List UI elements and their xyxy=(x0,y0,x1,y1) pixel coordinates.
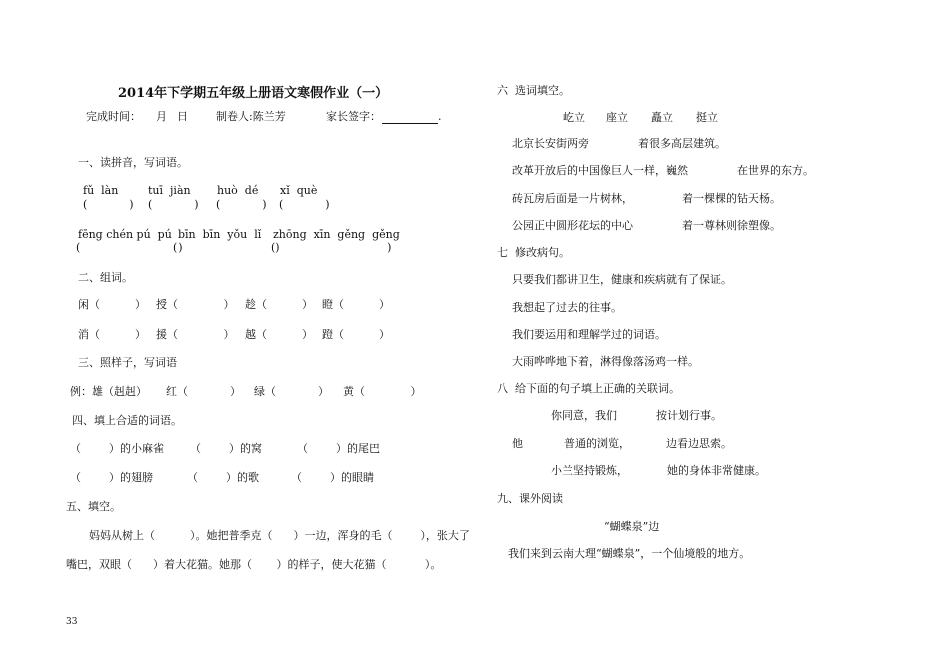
choice-word: 屹立 xyxy=(563,111,585,124)
pinyin-item: fēng chén pú pú xyxy=(78,228,172,241)
meta-dot: . xyxy=(438,110,442,123)
section4-heading: 四、填上合适的词语。 xyxy=(72,414,182,427)
passage-title: “蝴蝶泉”边 xyxy=(604,520,660,533)
answer-blank[interactable]: ( ) xyxy=(271,241,392,254)
pinyin-item: huò dé xyxy=(217,184,259,197)
section6-heading: 六 选词填空。 xyxy=(497,84,570,97)
fill-line[interactable]: 嘴巴，双眼（ ）着大花猫。她那（ ）的样子，使大花猫（ ）。 xyxy=(66,558,442,571)
conj-part: 她的身体非常健康。 xyxy=(667,464,766,477)
conj-part: 小兰坚持锻炼， xyxy=(551,464,628,477)
parent-sign-label: 家长签字： xyxy=(326,110,381,123)
conj-part: 你同意，我们 xyxy=(551,409,617,422)
phrase-item[interactable]: （ ）的尾巴 xyxy=(297,442,380,455)
phrase-item[interactable]: （ ）的翅膀 xyxy=(70,471,153,484)
choice-word: 座立 xyxy=(606,111,628,124)
fill-sentence[interactable]: 砖瓦房后面是一片树林， 着一棵棵的钻天杨。 xyxy=(512,192,781,205)
section7-heading: 七 修改病句。 xyxy=(497,246,570,259)
section5-heading: 五、填空。 xyxy=(66,500,121,513)
sick-sentence: 我想起了过去的往事。 xyxy=(512,301,622,314)
sick-sentence: 只要我们都讲卫生，健康和疾病就有了保证。 xyxy=(512,273,732,286)
section8-heading: 八 给下面的句子填上正确的关联词。 xyxy=(497,382,680,395)
section3-heading: 三、照样子，写词语 xyxy=(78,356,177,369)
answer-blank[interactable]: ( ) xyxy=(148,198,199,211)
parent-sign-field[interactable] xyxy=(382,110,438,124)
answer-blank[interactable]: ( ) xyxy=(216,198,267,211)
answer-blank[interactable]: ( ) xyxy=(279,198,330,211)
passage-line: 我们来到云南大理“蝴蝶泉”，一个仙境般的地方。 xyxy=(508,547,751,560)
sick-sentence: 大雨哗哗地下着，淋得像落汤鸡一样。 xyxy=(512,355,699,368)
phrase-item[interactable]: （ ）的窝 xyxy=(190,442,262,455)
section2-heading: 二、组词。 xyxy=(78,271,133,284)
word-item[interactable]: 红（ ） xyxy=(166,385,241,398)
section9-heading: 九、课外阅读 xyxy=(497,492,563,505)
answer-blank[interactable]: ( ) xyxy=(83,198,134,211)
example-item: 例：雄（赳赳） xyxy=(70,385,147,398)
pinyin-item: tuī jiàn xyxy=(148,184,191,197)
pinyin-item: xǐ què xyxy=(280,184,318,197)
phrase-item[interactable]: （ ）的歌 xyxy=(187,471,259,484)
conj-part: 普通的浏览， xyxy=(564,437,630,450)
fill-sentence[interactable]: 改革开放后的中国像巨人一样，巍然 在世界的东方。 xyxy=(512,164,814,177)
month-label: 月 xyxy=(156,110,167,123)
word-item[interactable]: 援（ ） xyxy=(156,328,235,341)
section1-heading: 一、读拼音，写词语。 xyxy=(78,156,188,169)
word-item[interactable]: 趁（ ） xyxy=(245,298,313,311)
choice-word: 挺立 xyxy=(696,111,718,124)
fill-sentence[interactable]: 公园正中圆形花坛的中心 着一尊林则徐塑像。 xyxy=(512,219,781,232)
page-number: 33 xyxy=(66,617,78,627)
word-item[interactable]: 瞪（ ） xyxy=(322,298,390,311)
pinyin-item: bīn bīn yǒu lǐ xyxy=(178,228,262,241)
pinyin-item: zhōng xīn gěng gěng xyxy=(273,228,400,241)
sick-sentence: 我们要运用和理解学过的词语。 xyxy=(512,328,666,341)
page-title: 2014年下学期五年级上册语文寒假作业（一） xyxy=(118,86,389,101)
fill-line[interactable]: 妈妈从树上（ ）。她把普季克（ ）一边，浑身的毛（ ），张大了 xyxy=(89,529,470,542)
day-label: 日 xyxy=(177,110,188,123)
conj-part: 按计划行事。 xyxy=(656,409,722,422)
phrase-item[interactable]: （ ）的眼睛 xyxy=(291,471,374,484)
answer-blank[interactable]: ( ) xyxy=(76,241,183,254)
author-label: 制卷人:陈兰芳 xyxy=(216,110,286,123)
conj-part: 他 xyxy=(512,437,523,450)
word-item[interactable]: 闲（ ） xyxy=(78,298,146,311)
answer-blank[interactable]: ( ) xyxy=(173,241,280,254)
pinyin-item: fǔ làn xyxy=(83,184,119,197)
word-item[interactable]: 黄（ ） xyxy=(343,385,422,398)
phrase-item[interactable]: （ ）的小麻雀 xyxy=(70,442,164,455)
word-item[interactable]: 越（ ） xyxy=(245,328,313,341)
word-item[interactable]: 绿（ ） xyxy=(254,385,329,398)
completion-time-label: 完成时间： xyxy=(86,110,141,123)
word-item[interactable]: 蹬（ ） xyxy=(322,328,390,341)
word-item[interactable]: 授（ ） xyxy=(156,298,235,311)
word-item[interactable]: 消（ ） xyxy=(78,328,146,341)
fill-sentence[interactable]: 北京长安街两旁 着很多高层建筑。 xyxy=(512,137,726,150)
choice-word: 矗立 xyxy=(651,111,673,124)
conj-part: 边看边思索。 xyxy=(666,437,732,450)
